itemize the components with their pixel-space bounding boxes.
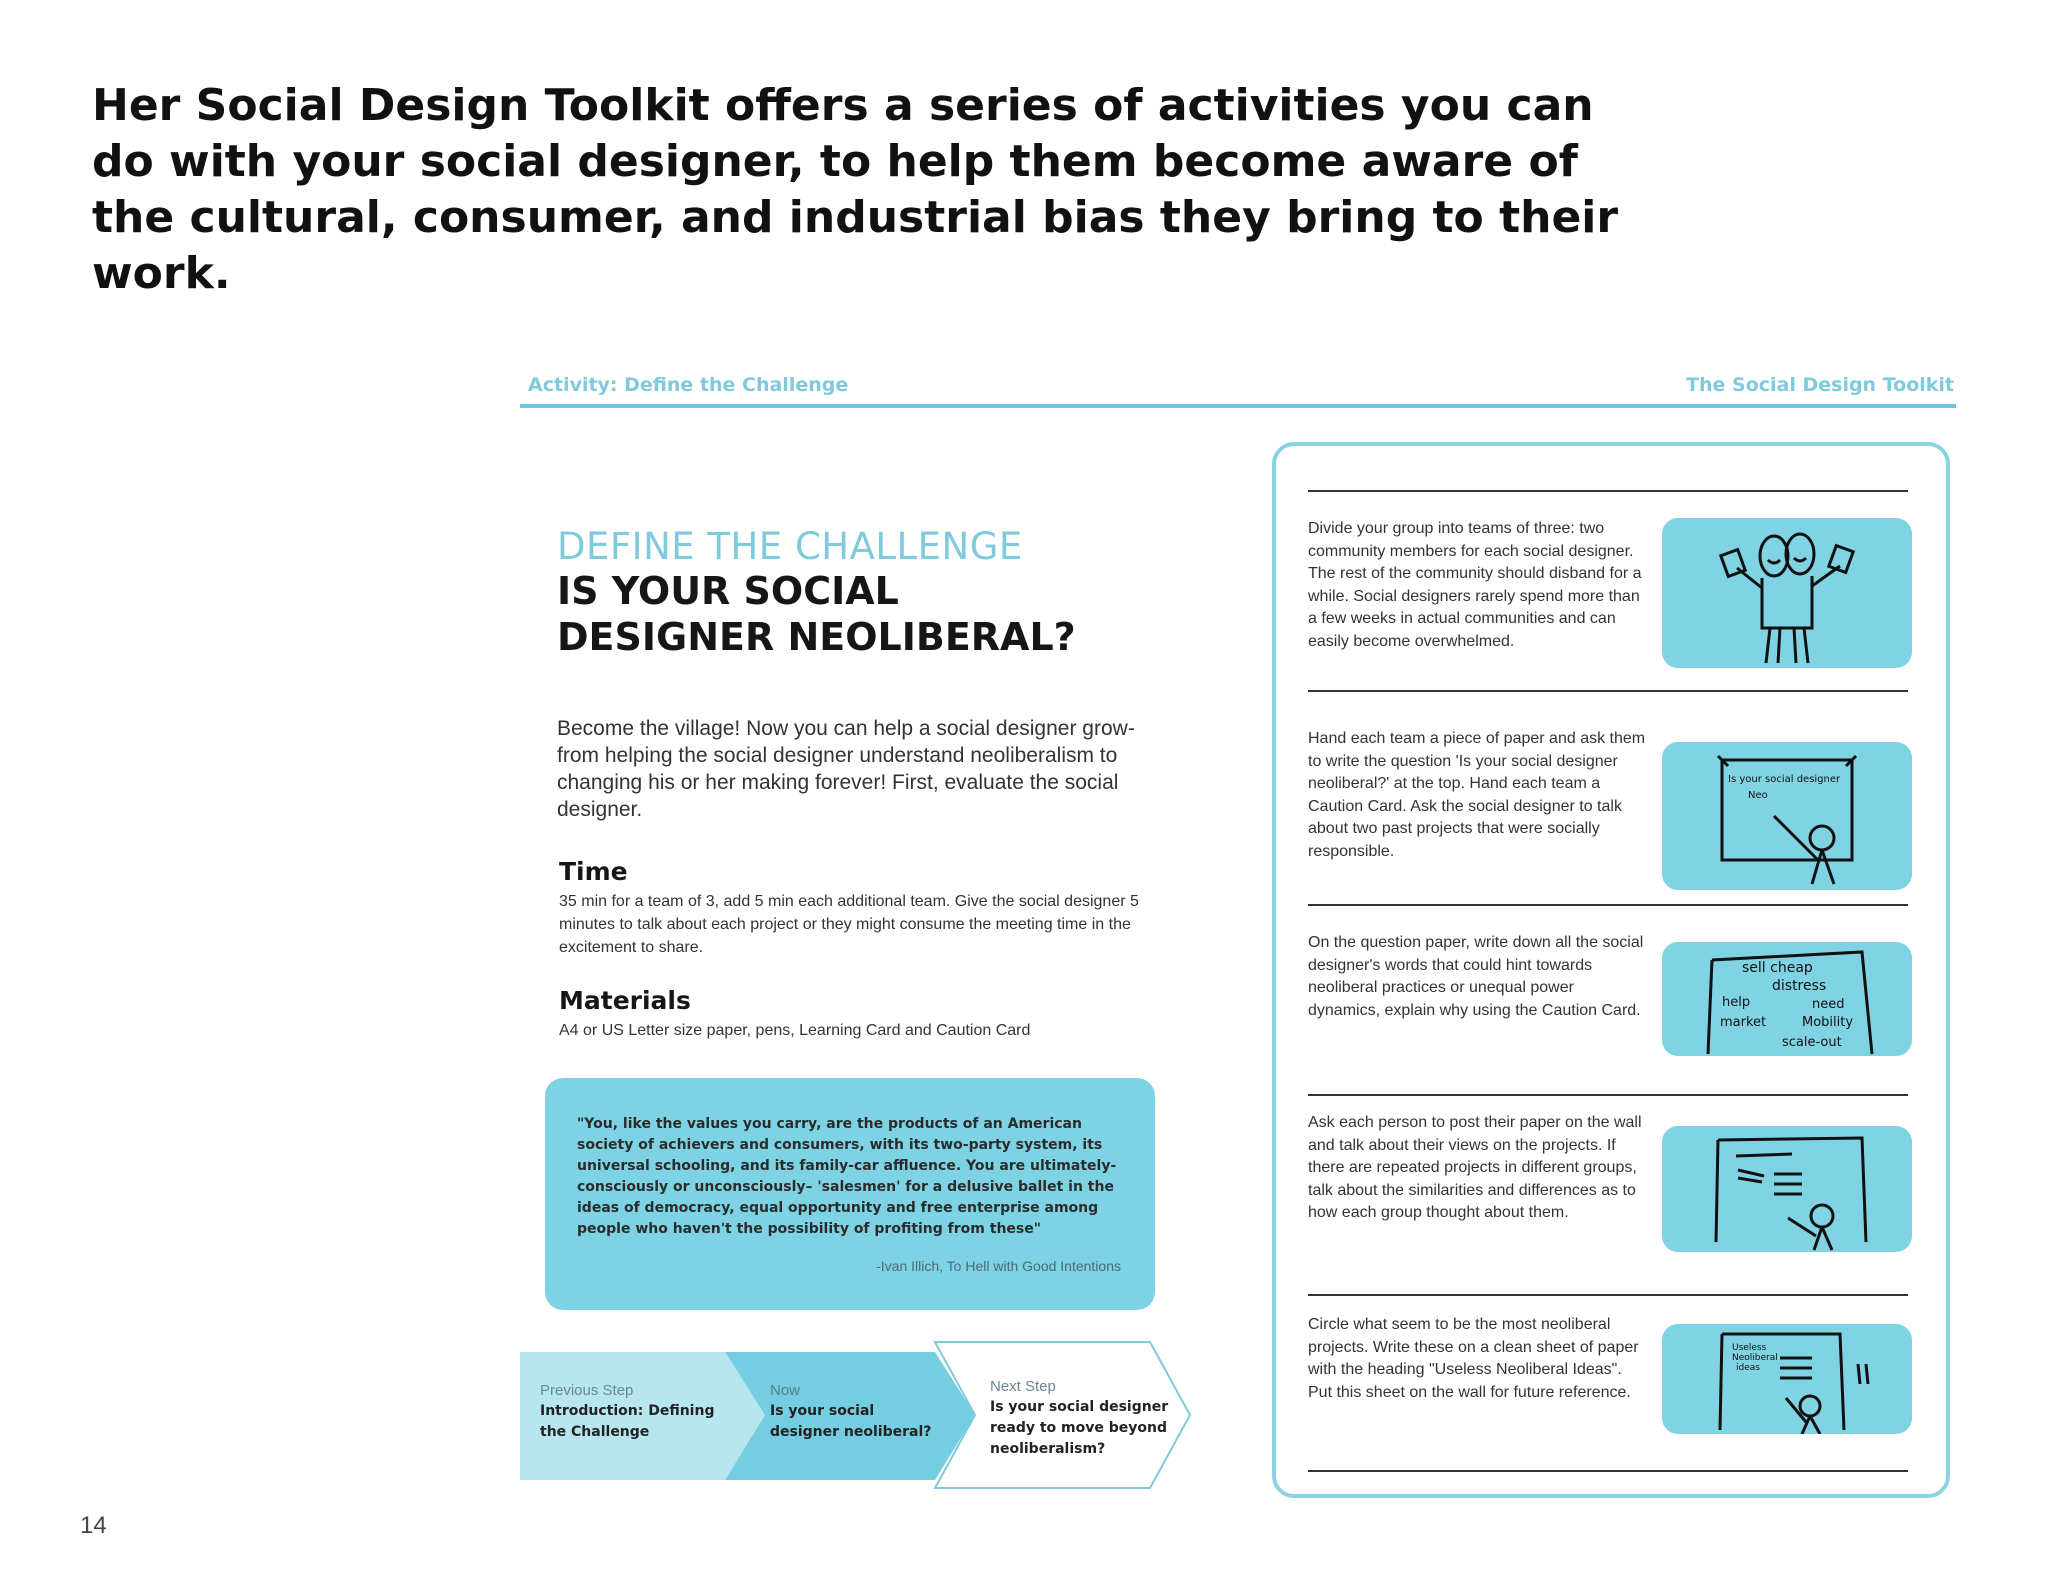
sketch-word: help: [1722, 995, 1751, 1010]
now-step-label: Now: [770, 1382, 801, 1399]
next-step-value: Is your social designer ready to move beyond neoliberalism?: [990, 1399, 1169, 1457]
quote-citation: -Ivan Illich, To Hell with Good Intentions: [876, 1258, 1121, 1274]
previous-step-label: Previous Step: [540, 1382, 634, 1399]
sketch-word: sell cheap: [1742, 960, 1813, 976]
page-number: 14: [80, 1512, 107, 1539]
activity-step-5-text: Circle what seem to be the most neoliberal projects. Write these on a clean sheet of paper with the heading "Useless Neoliberal Ideas". Put this sheet on the wall for future reference.: [1308, 1316, 1639, 1401]
header-right-label: The Social Design Toolkit: [1686, 374, 1954, 396]
sketch-word: Neoliberal: [1732, 1353, 1778, 1363]
divider: [1308, 490, 1908, 492]
sketch-word: need: [1812, 997, 1845, 1012]
now-step-value: Is your social designer neoliberal?: [770, 1403, 932, 1440]
activity-step-4-text: Ask each person to post their paper on the wall and talk about their views on the projects. If there are repeated projects in different groups, talk about the similarities and differences as to how each group thought about them.: [1308, 1114, 1642, 1221]
activity-step-3-text: On the question paper, write down all the social designer's words that could hint towards neoliberal practices or unequal power dynamics, explain why using the Caution Card.: [1308, 934, 1644, 1019]
poster-sketch-text: Neo: [1748, 790, 1768, 801]
word-list-poster-icon: [1662, 942, 1912, 1056]
now-step: [770, 1380, 940, 1443]
materials-heading: Materials: [559, 986, 691, 1015]
toolkit-intro: Become the village! Now you can help a social designer grow-from helping the social designer understand neoliberalism to changing his or her making forever! First, evaluate the social designer.: [557, 717, 1135, 821]
header-left-label: Activity: Define the Challenge: [528, 374, 849, 396]
next-step-label: Next Step: [990, 1378, 1056, 1395]
quote-box: [545, 1078, 1155, 1310]
previous-step-value: Introduction: Defining the Challenge: [540, 1403, 715, 1440]
toolkit-header: [520, 374, 1956, 408]
activity-step-2-text: Hand each team a piece of paper and ask them to write the question 'Is your social designer neoliberal?' at the top. Hand each team a Caution Card. Ask the social designer to talk about two past projects that were socially responsible.: [1308, 730, 1646, 860]
poster-sketch-text: Is your social designer: [1728, 774, 1841, 785]
divider: [1308, 690, 1908, 692]
divider: [1308, 904, 1908, 906]
toolkit-kicker: DEFINE THE CHALLENGE: [557, 525, 1023, 568]
sketch-word: market: [1720, 1015, 1767, 1030]
previous-step: [540, 1380, 730, 1443]
divider: [1308, 1294, 1908, 1296]
toolkit-title: IS YOUR SOCIAL DESIGNER NEOLIBERAL?: [557, 569, 1076, 659]
activity-step-1-text: Divide your group into teams of three: two community members for each social designer. The rest of the community should disband for a while. Social designers rarely spend more than a few weeks in actual communities and can easily become overwhelmed.: [1308, 520, 1642, 650]
sketch-word: Useless: [1732, 1343, 1767, 1353]
step-navigation: [520, 1340, 1200, 1490]
useless-ideas-poster-icon: [1662, 1324, 1912, 1434]
quote-text: "You, like the values you carry, are the products of an American society of achievers and consumers, with its two-party system, its universal schooling, and its family-car affluence. You are ultimately-consciously or unconsciously– 'salesmen' for a delusive ballet in the ideas of democracy, equal opportunity and free enterprise among people who haven't the possibility of profiting from these": [577, 1116, 1117, 1237]
time-body: 35 min for a team of 3, add 5 min each additional team. Give the social designer 5 minutes to talk about each project or they might consume the meeting time in the excitement to share.: [559, 893, 1139, 956]
divider: [1308, 1470, 1908, 1472]
two-figures-holding-cards-icon: [1662, 518, 1912, 668]
divider: [1308, 1094, 1908, 1096]
materials-body: A4 or US Letter size paper, pens, Learning Card and Caution Card: [559, 1022, 1031, 1039]
figure-writing-on-poster-icon: [1662, 742, 1912, 890]
figure-presenting-poster-icon: [1662, 1126, 1912, 1252]
sketch-word: distress: [1772, 978, 1827, 994]
next-step: [990, 1376, 1170, 1460]
toolkit-page-image: [510, 360, 1954, 1570]
activity-steps-box: [1272, 442, 1950, 1498]
sketch-word: scale-out: [1782, 1035, 1842, 1050]
headline: Her Social Design Toolkit offers a series of activities you can do with your social designer, to help them become aware of the cultural, consumer, and industrial bias they bring to their work.: [92, 80, 1619, 299]
time-heading: Time: [559, 857, 628, 886]
sketch-word: Mobility: [1802, 1015, 1854, 1030]
sketch-word: ideas: [1736, 1363, 1760, 1373]
